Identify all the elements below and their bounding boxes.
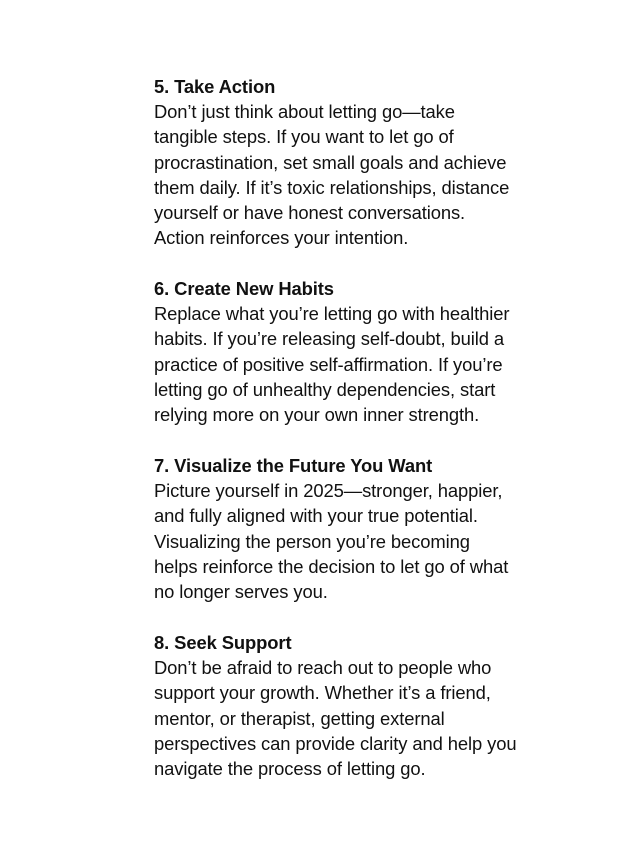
- body-line: habits. If you’re releasing self-doubt, build a: [154, 328, 505, 350]
- section-take-action: [154, 74, 554, 251]
- section-heading: 7. Visualize the Future You Want: [154, 455, 433, 476]
- body-line: Action reinforces your intention.: [154, 227, 409, 249]
- body-line: tangible steps. If you want to let go of: [154, 126, 454, 148]
- section-body: [154, 301, 554, 427]
- body-line: them daily. If it’s toxic relationships, distance: [154, 176, 510, 198]
- section-visualize-future: [154, 453, 554, 604]
- body-line: no longer serves you.: [154, 581, 328, 603]
- body-line: helps reinforce the decision to let go of what: [154, 555, 509, 577]
- body-line: Picture yourself in 2025—stronger, happier,: [154, 480, 503, 501]
- section-heading: 6. Create New Habits: [154, 278, 334, 299]
- body-line: Don’t be afraid to reach out to people who: [154, 657, 492, 678]
- body-line: Don’t just think about letting go—take: [154, 101, 455, 122]
- section-body: [154, 99, 554, 251]
- section-heading: 5. Take Action: [154, 76, 276, 97]
- body-line: procrastination, set small goals and achieve: [154, 151, 507, 173]
- body-line: mentor, or therapist, getting external: [154, 707, 445, 729]
- body-line: Visualizing the person you’re becoming: [154, 530, 470, 552]
- section-body: [154, 655, 554, 781]
- section-seek-support: [154, 630, 554, 781]
- section-body: [154, 478, 554, 604]
- body-line: letting go of unhealthy dependencies, start: [154, 378, 496, 400]
- body-line: support your growth. Whether it’s a friend,: [154, 682, 491, 704]
- section-create-new-habits: [154, 276, 554, 427]
- body-line: practice of positive self-affirmation. If you’re: [154, 353, 503, 375]
- body-line: yourself or have honest conversations.: [154, 202, 466, 224]
- body-line: navigate the process of letting go.: [154, 758, 426, 780]
- body-line: perspectives can provide clarity and help you: [154, 732, 517, 754]
- body-line: Replace what you’re letting go with healthier: [154, 303, 510, 324]
- section-heading: 8. Seek Support: [154, 632, 292, 653]
- body-line: relying more on your own inner strength.: [154, 404, 480, 426]
- body-line: and fully aligned with your true potential.: [154, 505, 478, 527]
